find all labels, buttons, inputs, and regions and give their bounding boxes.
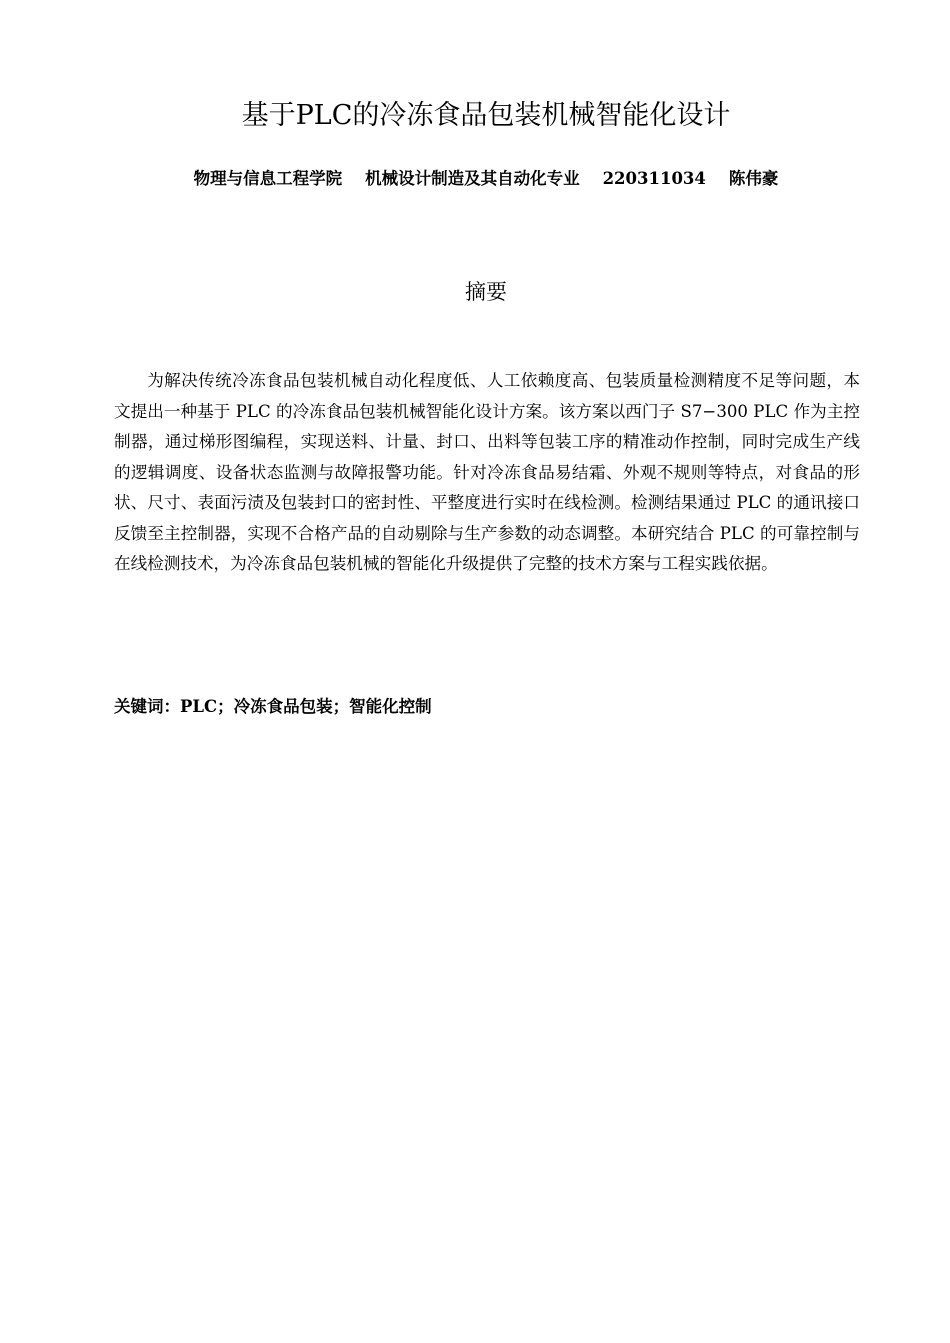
abstract-body: 为解决传统冷冻食品包装机械自动化程度低、人工依赖度高、包装质量检测精度不足等问题，本文提出一种基于 PLC 的冷冻食品包装机械智能化设计方案。该方案以西门子 S7−300 PLC 作为主控制器，通过梯形图编程，实现送料、计量、封口、出料等包装工序的精准动作控制，同时完成生产线的逻辑调度、设备状态监测与故障报警功能。针对冷冻食品易结霜、外观不规则等特点，对食品的形状、尺寸、表面污渍及包装封口的密封性、平整度进行实时在线检测。检测结果通过 PLC 的通讯接口反馈至主控制器，实现不合格产品的自动剔除与生产参数的动态调整。本研究结合 PLC 的可靠控制与在线检测技术，为冷冻食品包装机械的智能化升级提供了完整的技术方案与工程实践依据。 [114, 371, 860, 573]
author-info: 物理与信息工程学院 机械设计制造及其自动化专业 220311034 陈伟豪 [193, 169, 779, 188]
keywords-line: 关键词：PLC；冷冻食品包装；智能化控制 [114, 697, 432, 716]
abstract-heading: 摘要 [465, 280, 507, 304]
document-title: 基于PLC的冷冻食品包装机械智能化设计 [241, 100, 731, 131]
